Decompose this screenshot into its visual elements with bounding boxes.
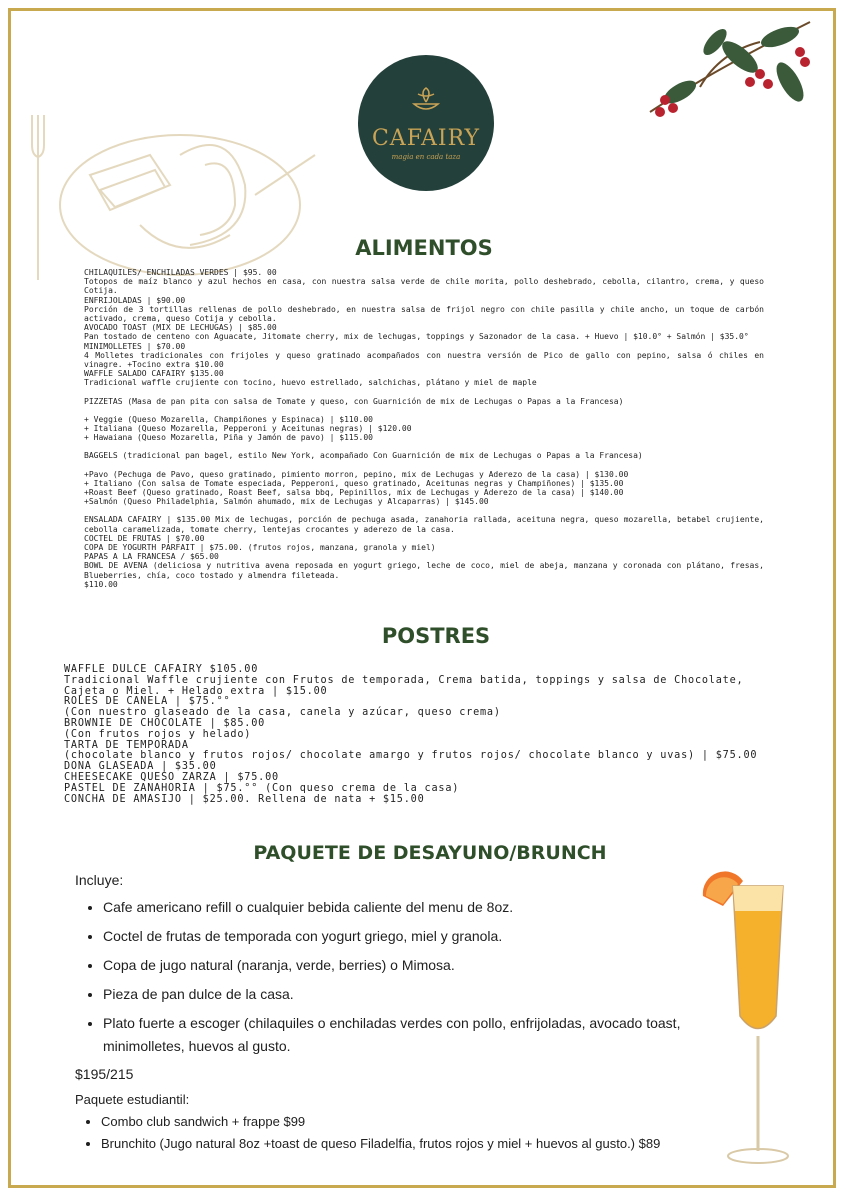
menu-line: WAFFLE SALADO CAFAIRY $135.00 — [84, 369, 224, 379]
list-item: • Brunchito (Jugo natural 8oz +toast de queso Filadelfia, frutos rojos y miel + huevos al gusto.) $89 — [101, 1133, 715, 1155]
menu-line: MINIMOLLETES | $70.00 — [84, 341, 186, 351]
menu-line: ENSALADA CAFAIRY | $135.00 Mix de lechugas, porción de pechuga asada, zanahoria rallada, aceituna negra, queso mozarella, betabel crujiente, cebolla caramelizada, tomate cherry, lentejas crocantes y aderezo de la casa. — [84, 515, 764, 534]
menu-line: BOWL DE AVENA (deliciosa y nutritiva avena reposada en yogurt griego, leche de coco, miel de abeja, manzana y coronada con plátano, fresas, Blueberries, chía, coco tostado y almendra fileteada. — [84, 561, 764, 580]
menu-line: PIZZETAS (Masa de pan pita con salsa de Tomate y queso, con Guarnición de mix de Lechugas o Papas a la Francesa) — [84, 396, 624, 406]
dessert-line: WAFFLE DULCE CAFAIRY $105.00 — [64, 664, 259, 675]
menu-line: COCTEL DE FRUTAS | $70.00 — [84, 533, 205, 543]
dessert-line: CHEESECAKE QUESO ZARZA | $75.00 — [64, 771, 279, 783]
menu-line: Tradicional waffle crujiente con tocino, huevo estrellado, salchichas, plátano y miel de maple — [84, 378, 537, 388]
incluye-label: Incluye: — [75, 872, 124, 888]
menu-line: 4 Molletes tradicionales con frijoles y queso gratinado acompañados con nuestra versión de Pico de gallo con pepino, salsa ó chiles en vinagre. +Tocino extra $10.00 — [84, 350, 764, 370]
menu-line: Pan tostado de centeno con Aguacate, Jitomate cherry, mix de lechugas, toppings y Sazonador de la casa. + Huevo | $10.0° + Salmón | $35.0° — [84, 332, 749, 342]
dessert-line: (Con nuestro glaseado de la casa, canela y azúcar, queso crema) — [64, 707, 501, 719]
menu-line: PAPAS A LA FRANCESA / $65.00 — [84, 552, 219, 562]
alimentos-title: ALIMENTOS — [355, 236, 493, 260]
list-item: • Plato fuerte a escoger (chilaquiles o enchiladas verdes con pollo, enfrijoladas, avocado toast, minimolletes, huevos al gusto. — [103, 1012, 715, 1058]
menu-line: +Salmón (Queso Philadelphia, Salmón ahumado, mix de Lechugas y Alcaparras) | $145.00 — [84, 497, 489, 507]
menu-line: +Roast Beef (Queso gratinado, Roast Beef, salsa bbq, Pepinillos, mix de Lechugas y Aderezo de la casa) | $140.00 — [84, 488, 624, 498]
list-item: • Pieza de pan dulce de la casa. — [103, 983, 715, 1006]
dessert-line: ROLES DE CANELA | $75.°° — [64, 696, 231, 708]
paquete-title: PAQUETE DE DESAYUNO/BRUNCH — [253, 842, 607, 864]
dessert-line: (chocolate blanco y frutos rojos/ chocolate amargo y frutos rojos/ chocolate blanco y uvas) | $75.00 — [64, 750, 758, 762]
menu-line: Porción de 3 tortillas rellenas de pollo deshebrado, en nuestra salsa de frijol negro con chile pasilla y chile ancho, un toque de carbón activado, crema, queso Cotija y cebolla. — [84, 304, 764, 324]
estudiantil-section — [75, 1092, 715, 1155]
dessert-line: PASTEL DE ZANAHORIA | $75.°° (Con queso crema de la casa) — [64, 782, 460, 794]
dessert-line: BROWNIE DE CHOCOLATE | $85.00 — [64, 717, 266, 729]
menu-line: CHILAQUILES/ ENCHILADAS VERDES | $95. 00 — [84, 268, 277, 277]
logo-brand: CAFAIRY — [371, 125, 481, 151]
menu-line: COPA DE YOGURTH PARFAIT | $75.00. (frutos rojos, manzana, granola y miel) — [84, 543, 436, 553]
list-item: • Coctel de frutas de temporada con yogurt griego, miel y granola. — [103, 925, 715, 948]
mimosa-glass-illustration — [688, 866, 798, 1176]
menu-line: $110.00 — [84, 579, 118, 589]
list-item: • Combo club sandwich + frappe $99 — [101, 1111, 715, 1133]
breakfast-illustration — [30, 95, 330, 285]
paquete-section — [75, 872, 715, 1096]
menu-line: + Veggie (Queso Mozarella, Champiñones y Espinaca) | $110.00 — [84, 414, 373, 424]
dessert-line: Tradicional Waffle crujiente con Frutos de temporada, Crema batida, toppings y salsa de Chocolate, Cajeta o Miel. + Helado extra | $15.00 — [64, 674, 744, 697]
logo-tagline: magia en cada taza — [391, 152, 461, 161]
dessert-line: (Con frutos rojos y helado) — [64, 728, 252, 740]
alimentos-list — [84, 268, 764, 589]
estudiantil-title: Paquete estudiantil: — [75, 1092, 190, 1107]
menu-line: + Italiano (Con salsa de Tomate especiada, Pepperoni, queso gratinado, Aceitunas negras y Champiñones) | $135.00 — [84, 478, 624, 488]
dessert-line: CONCHA DE AMASIJO | $25.00. Rellena de nata + $15.00 — [64, 793, 425, 805]
postres-list — [64, 665, 790, 805]
menu-line: Totopos de maíz blanco y azul hechos en casa, con nuestra salsa verde de chile morita, pollo deshebrado, cebolla, cilantro, crema, y queso Cotija. — [84, 277, 764, 296]
fairy-cup-icon — [406, 86, 446, 116]
menu-line: +Pavo (Pechuga de Pavo, queso gratinado, pimiento morron, pepino, mix de Lechugas y Aderezo de la casa) | $130.00 — [84, 469, 629, 479]
menu-line: + Italiana (Queso Mozarella, Pepperoni y Aceitunas negras) | $120.00 — [84, 424, 412, 434]
cafairy-logo — [358, 55, 494, 191]
dessert-line: DONA GLASEADA | $35.00 — [64, 761, 217, 773]
menu-line: BAGGELS (tradicional pan bagel, estilo New York, acompañado Con Guarnición de mix de Lechugas o Papas a la Francesa) — [84, 451, 643, 461]
list-item: • Cafe americano refill o cualquier bebida caliente del menu de 8oz. — [103, 896, 715, 919]
paquete-price: $195/215 — [75, 1066, 134, 1082]
dessert-line: TARTA DE TEMPORADA — [64, 739, 189, 751]
paquete-list — [75, 896, 715, 1058]
menu-line: + Hawaiana (Queso Mozarella, Piña y Jamón de pavo) | $115.00 — [84, 433, 373, 443]
menu-line: ENFRIJOLADAS | $90.00 — [84, 295, 186, 305]
postres-title: POSTRES — [381, 624, 491, 648]
estudiantil-list — [75, 1111, 715, 1155]
menu-line: AVOCADO TOAST (MIX DE LECHUGAS) | $85.00 — [84, 323, 277, 333]
list-item: • Copa de jugo natural (naranja, verde, berries) o Mimosa. — [103, 954, 715, 977]
coffee-branch-illustration — [640, 12, 820, 132]
